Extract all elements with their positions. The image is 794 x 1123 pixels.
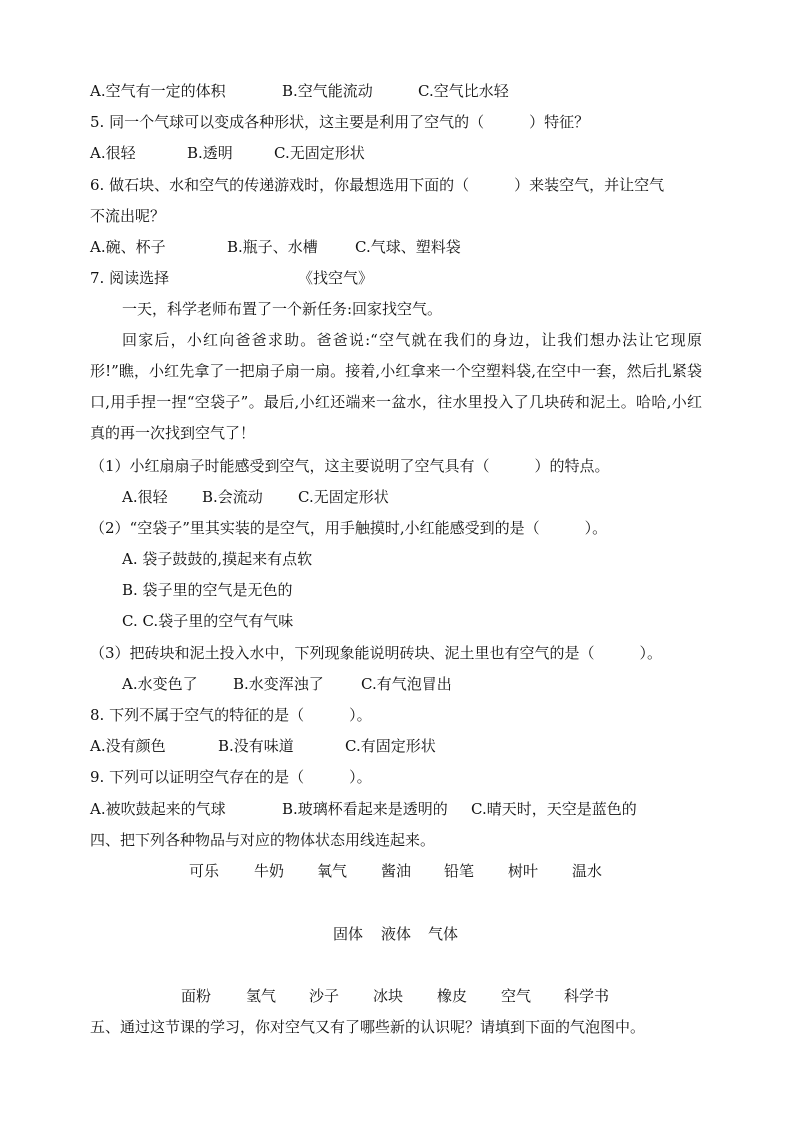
- q5-option-b: B.透明: [187, 144, 233, 162]
- q8-question: 8. 下列不属于空气的特征的是（ ）。: [90, 706, 372, 724]
- bottom-item-air: 空气: [501, 987, 532, 1005]
- q7-sub2-option-c: C. C.袋子里的空气有气味: [122, 612, 294, 630]
- q7-sub3-option-a: A.水变色了: [122, 675, 198, 693]
- top-item-warm-water: 温水: [572, 862, 603, 880]
- q9-option-b: B.玻璃杯看起来是透明的: [282, 800, 448, 818]
- q7-sub2-option-b: B. 袋子里的空气是无色的: [122, 581, 293, 599]
- q7-passage-paragraph-1: 一天，科学老师布置了一个新任务:回家找空气。: [122, 300, 443, 318]
- top-item-soy-sauce: 酱油: [381, 862, 412, 880]
- q9-option-a: A.被吹鼓起来的气球: [90, 800, 226, 818]
- q4-option-b: B.空气能流动: [282, 82, 373, 100]
- q7-sub1-option-a: A.很轻: [122, 488, 168, 506]
- q7-sub2-option-a: A. 袋子鼓鼓的,摸起来有点软: [122, 550, 313, 568]
- q5-option-a: A.很轻: [90, 144, 136, 162]
- top-item-cola: 可乐: [189, 862, 220, 880]
- q5-question: 5. 同一个气球可以变成各种形状，这主要是利用了空气的（ ）特征？: [90, 113, 590, 131]
- q7-sub2-question: （2）“空袋子”里其实装的是空气，用手触摸时,小红能感受到的是（ ）。: [90, 519, 608, 537]
- top-item-pencil: 铅笔: [444, 862, 475, 880]
- q7-sub1-question: （1）小红扇扇子时能感受到空气，这主要说明了空气具有（ ）的特点。: [90, 457, 610, 475]
- bottom-item-science-book: 科学书: [564, 987, 610, 1005]
- top-item-oxygen: 氧气: [317, 862, 348, 880]
- q7-heading: 7. 阅读选择: [90, 269, 170, 287]
- bottom-item-eraser: 橡皮: [437, 987, 468, 1005]
- top-item-milk: 牛奶: [254, 862, 285, 880]
- bottom-item-ice: 冰块: [373, 987, 404, 1005]
- state-solid: 固体: [333, 925, 364, 943]
- q4-option-c: C.空气比水轻: [418, 82, 509, 100]
- q6-option-b: B.瓶子、水槽: [227, 238, 318, 256]
- section5-heading: 五、通过这节课的学习，你对空气又有了哪些新的认识呢？请填到下面的气泡图中。: [90, 1018, 646, 1036]
- q6-question-line1: 6. 做石块、水和空气的传递游戏时，你最想选用下面的（ ）来装空气，并让空气: [90, 176, 665, 194]
- q8-option-a: A.没有颜色: [90, 737, 166, 755]
- q7-sub1-option-b: B.会流动: [202, 488, 263, 506]
- top-item-leaf: 树叶: [508, 862, 539, 880]
- bottom-item-hydrogen: 氢气: [246, 987, 277, 1005]
- q9-option-c: C.晴天时，天空是蓝色的: [471, 800, 637, 818]
- q8-option-c: C.有固定形状: [345, 737, 436, 755]
- q6-option-a: A.碗、杯子: [90, 238, 166, 256]
- q5-option-c: C.无固定形状: [274, 144, 365, 162]
- q7-sub3-option-b: B.水变浑浊了: [233, 675, 324, 693]
- q8-option-b: B.没有味道: [218, 737, 294, 755]
- q7-sub3-question: （3）把砖块和泥土投入水中，下列现象能说明砖块、泥土里也有空气的是（ ）。: [90, 644, 663, 662]
- q7-passage-title: 《找空气》: [298, 269, 374, 287]
- q7-sub1-option-c: C.无固定形状: [298, 488, 389, 506]
- bottom-item-flour: 面粉: [181, 987, 212, 1005]
- q4-option-a: A.空气有一定的体积: [90, 82, 226, 100]
- q6-option-c: C.气球、塑料袋: [355, 238, 461, 256]
- bottom-item-sand: 沙子: [309, 987, 340, 1005]
- q7-passage-paragraph-2: 回家后，小红向爸爸求助。爸爸说:“空气就在我们的身边，让我们想办法让它现原形!”瞧，小红先拿了一把扇子扇一扇。接着,小红拿来一个空塑料袋,在空中一套，然后扎紧袋口,用手捏一捏“空袋子”。最后,小红还端来一盆水，往水里投入了几块砖和泥土。哈哈,小红真的再一次找到空气了！: [90, 331, 702, 442]
- state-liquid: 液体: [381, 925, 412, 943]
- q6-question-line2: 不流出呢？: [90, 207, 166, 225]
- q9-question: 9. 下列可以证明空气存在的是（ ）。: [90, 768, 372, 786]
- section4-heading: 四、把下列各种物品与对应的物体状态用线连起来。: [90, 831, 436, 849]
- state-gas: 气体: [428, 925, 459, 943]
- q7-sub3-option-c: C.有气泡冒出: [361, 675, 452, 693]
